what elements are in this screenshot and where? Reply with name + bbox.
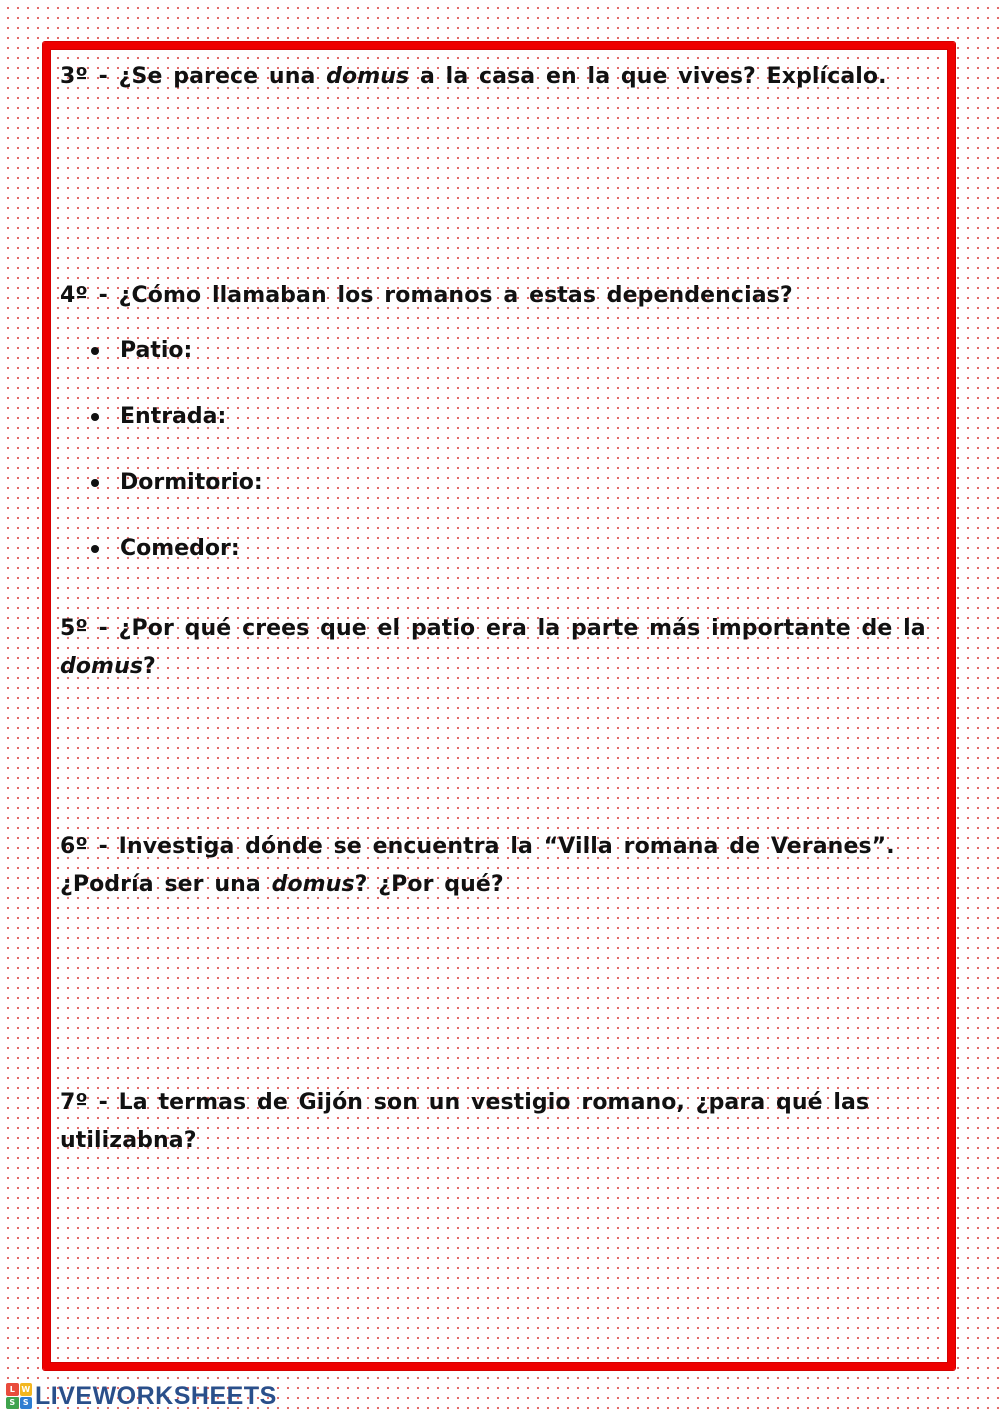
list-item-label: Dormitorio: [120, 470, 263, 495]
logo-tile: S [20, 1397, 33, 1410]
logo-tile: L [6, 1383, 19, 1396]
list-item [90, 464, 263, 530]
question-6-text: 6º - Investiga dónde se encuentra la “Villa romana de Veranes”. ¿Podría ser una [60, 834, 895, 897]
question-3-term: domus [326, 64, 410, 89]
question-6 [60, 828, 930, 904]
liveworksheets-logo [6, 1382, 277, 1410]
question-4: 4º - ¿Cómo llamaban los romanos a estas dependencias? [60, 283, 793, 308]
question-5-term: domus [60, 654, 144, 679]
question-6-text-end: ? ¿Por qué? [354, 872, 504, 897]
question-6-term: domus [271, 872, 355, 897]
bullet-icon [91, 545, 99, 553]
question-3-text-end: a la casa en la que vives? Explícalo. [409, 64, 887, 89]
list-item-label: Entrada: [120, 404, 227, 429]
liveworksheets-logo-text: LIVEWORKSHEETS [35, 1381, 277, 1410]
dependencies-list [90, 332, 263, 596]
question-5 [60, 610, 930, 686]
question-3 [60, 58, 930, 96]
worksheet-frame [43, 42, 955, 1370]
bullet-icon [91, 347, 99, 355]
question-3-text: 3º - ¿Se parece una [60, 64, 327, 89]
bullet-icon [91, 413, 99, 421]
logo-tile: W [21, 1384, 31, 1394]
list-item [90, 398, 263, 464]
list-item-label: Comedor: [120, 536, 240, 561]
liveworksheets-logo-icon [6, 1383, 32, 1409]
list-item-label: Patio: [120, 338, 193, 363]
question-7: 7º - La termas de Gijón son un vestigio romano, ¿para qué las utilizabna? [60, 1090, 870, 1153]
logo-tile: S [6, 1397, 19, 1410]
question-5-text-end: ? [143, 654, 156, 679]
bullet-icon [91, 479, 99, 487]
list-item [90, 332, 263, 398]
list-item [90, 530, 263, 596]
question-5-text: 5º - ¿Por qué crees que el patio era la parte más importante de la [60, 616, 926, 641]
